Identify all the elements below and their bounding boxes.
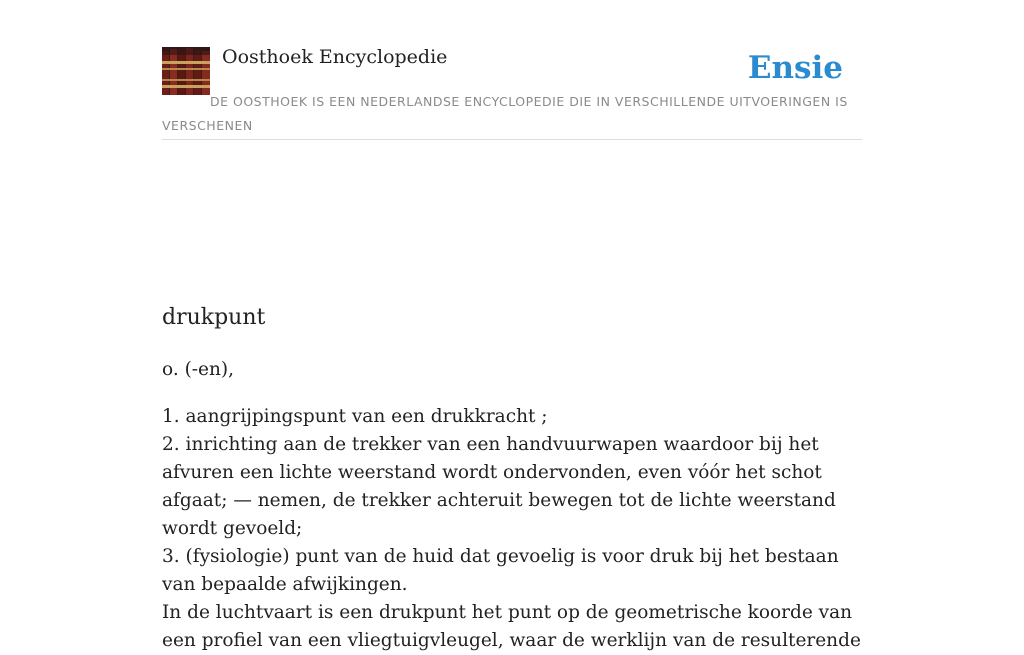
site-name-link[interactable]: Oosthoek Encyclopedie — [222, 46, 448, 68]
site-tagline: DE OOSTHOEK IS EEN NEDERLANDSE ENCYCLOPEDIE DIE IN VERSCHILLENDE UITVOERINGEN IS VERSCHENEN — [162, 94, 848, 133]
entry-title: drukpunt — [162, 305, 266, 330]
page-container — [162, 0, 862, 651]
book-spines-icon[interactable] — [162, 47, 210, 95]
entry-grammar: o. (-en), — [162, 359, 235, 380]
site-header — [162, 0, 862, 140]
definitions-list — [162, 403, 867, 599]
definition-item: 1. aangrijpingspunt van een drukkracht ; — [162, 406, 548, 427]
definition-item: 2. inrichting aan de trekker van een handvuurwapen waardoor bij het afvuren een lichte weerstand wordt ondervonden, even vóór het schot afgaat; — nemen, de trekker achteruit bewegen tot de lichte weerstand wordt gevoeld; — [162, 434, 836, 539]
definition-item: 3. (fysiologie) punt van de huid dat gevoelig is voor druk bij het bestaan van bepaalde afwijkingen. — [162, 546, 839, 595]
extra-paragraph: In de luchtvaart is een drukpunt het punt op de geometrische koorde van een profiel van een vliegtuigvleugel, waar de werklijn van de resulterende — [162, 602, 861, 651]
ensie-logo-link[interactable]: Ensie — [747, 50, 843, 86]
